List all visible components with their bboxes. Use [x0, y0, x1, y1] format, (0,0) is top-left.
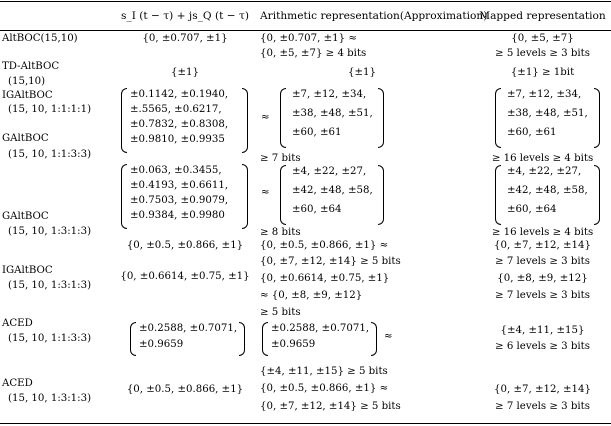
approx-symbol: ≈ [261, 187, 270, 198]
row-name: ACED [2, 378, 33, 389]
row-arith: ±60, ±64 [292, 204, 342, 215]
row-mapped: {0, ±7, ±12, ±14} [494, 384, 591, 395]
row-mapped: {0, ±8, ±9, ±12} [497, 273, 588, 284]
row-arith: {0, ±0.6614, ±0.75, ±1} [260, 273, 390, 284]
row-signal: {0, ±0.5, ±0.866, ±1} [126, 384, 244, 395]
approx-symbol: ≈ [261, 112, 270, 123]
row-signal: ±0.1142, ±0.1940, [130, 89, 229, 100]
row-mapped: {0, ±7, ±12, ±14} [494, 240, 591, 251]
row-arith: ±0.9659 [271, 339, 316, 350]
row-mapped: ±4, ±22, ±27, [507, 166, 582, 177]
row-mapped: ±7, ±12, ±34, [507, 89, 582, 100]
row-signal: {0, ±0.707, ±1} [142, 33, 228, 44]
row-subtitle: (15, 10, 1:3:1:3) [8, 226, 92, 237]
right-brace-icon [378, 88, 384, 148]
header-rule [0, 30, 611, 31]
right-brace-icon [594, 165, 600, 225]
bottom-rule [0, 423, 611, 424]
approx-symbol: ≈ [384, 331, 393, 342]
left-brace-icon [280, 165, 286, 225]
row-signal: ±0.7503, ±0.9079, [130, 195, 229, 206]
row-name: IGAltBOC [2, 90, 53, 101]
row-name: GAltBOC [2, 211, 49, 222]
row-subtitle: (15, 10, 1:3:1:3) [8, 280, 92, 291]
row-signal: {0, ±0.6614, ±0.75, ±1} [120, 271, 250, 282]
row-arith-bits: ≥ 8 bits [260, 227, 301, 238]
row-name: IGAltBOC [2, 265, 53, 276]
row-signal: ±0.2588, ±0.7071, [139, 323, 238, 334]
row-signal: ±0.063, ±0.3455, [130, 165, 222, 176]
left-brace-icon [495, 88, 501, 148]
row-arith: {0, ±5, ±7} ≥ 4 bits [260, 48, 367, 59]
row-mapped: ≥ 5 levels ≥ 3 bits [495, 48, 590, 59]
row-arith: ±38, ±48, ±51, [292, 108, 373, 119]
row-arith: {0, ±0.707, ±1} ≈ [260, 33, 357, 44]
row-arith: ≈ {0, ±8, ±9, ±12} [260, 290, 363, 301]
row-subtitle: (15,10) [8, 76, 46, 87]
right-brace-icon [371, 322, 377, 356]
row-arith: {0, ±0.5, ±0.866, ±1} ≈ [260, 240, 389, 251]
row-mapped: ≥ 6 levels ≥ 3 bits [495, 341, 590, 352]
row-signal: ±0.9810, ±0.9935 [130, 134, 225, 145]
row-arith: ≥ 5 bits [260, 307, 301, 318]
row-mapped: ≥ 7 levels ≥ 3 bits [495, 401, 590, 412]
row-mapped: {±4, ±11, ±15} [500, 325, 585, 336]
row-subtitle: (15, 10, 1:1:3:3) [8, 333, 92, 344]
left-brace-icon [130, 322, 136, 356]
row-arith: ±7, ±12, ±34, [292, 89, 367, 100]
row-arith: {0, ±7, ±12, ±14} ≥ 5 bits [260, 401, 401, 412]
row-signal: {0, ±0.5, ±0.866, ±1} [126, 240, 244, 251]
row-subtitle: (15, 10, 1:1:3:3) [8, 149, 92, 160]
row-mapped: ≥ 7 levels ≥ 3 bits [495, 256, 590, 267]
right-brace-icon [242, 164, 248, 229]
right-brace-icon [594, 88, 600, 148]
row-signal: ±.5565, ±0.6217, [130, 104, 222, 115]
row-arith: {0, ±0.5, ±0.866, ±1} ≈ [260, 383, 389, 394]
row-mapped: ±42, ±48, ±58, [507, 185, 588, 196]
top-rule [0, 1, 611, 2]
row-subtitle: (15, 10, 1:3:1:3) [8, 393, 92, 404]
row-name: AltBOC(15,10) [2, 33, 78, 44]
row-subtitle: (15, 10, 1:1:1:1) [8, 104, 92, 115]
row-arith: {±1} [348, 67, 376, 78]
right-brace-icon [242, 88, 248, 153]
row-name: ACED [2, 318, 33, 329]
row-signal: {±1} [171, 67, 199, 78]
row-arith: ±60, ±61 [292, 127, 342, 138]
row-mapped: ±38, ±48, ±51, [507, 108, 588, 119]
left-brace-icon [280, 88, 286, 148]
row-mapped: {±1} ≥ 1bit [510, 67, 575, 78]
row-mapped: ±60, ±64 [507, 204, 557, 215]
row-mapped-bits: ≥ 16 levels ≥ 4 bits [491, 153, 594, 164]
row-name: TD-AltBOC [2, 61, 60, 72]
header-signal: s_I (t − τ) + js_Q (t − τ) [121, 10, 249, 22]
left-brace-icon [262, 322, 268, 356]
row-arith: ±42, ±48, ±58, [292, 185, 373, 196]
row-mapped: ±60, ±61 [507, 127, 557, 138]
row-arith: {0, ±7, ±12, ±14} ≥ 5 bits [260, 256, 401, 267]
row-mapped: {0, ±5, ±7} [511, 33, 574, 44]
left-brace-icon [495, 165, 501, 225]
row-signal: ±0.4193, ±0.6611, [130, 180, 229, 191]
row-signal: ±0.9384, ±0.9980 [130, 210, 225, 221]
header-arithmetic: Arithmetic representation(Approximation) [260, 10, 488, 22]
row-arith-bits: {±4, ±11, ±15} ≥ 5 bits [260, 366, 388, 377]
row-signal: ±0.7832, ±0.8308, [130, 119, 229, 130]
row-signal: ±0.9659 [139, 339, 184, 350]
row-arith-bits: ≥ 7 bits [260, 153, 301, 164]
header-mapped: Mapped representation [479, 10, 606, 22]
row-arith: ±0.2588, ±0.7071, [271, 323, 370, 334]
row-mapped-bits: ≥ 16 levels ≥ 4 bits [491, 227, 594, 238]
row-arith: ±4, ±22, ±27, [292, 166, 367, 177]
row-name: GAltBOC [2, 133, 49, 144]
right-brace-icon [239, 322, 245, 356]
right-brace-icon [378, 165, 384, 225]
row-mapped: ≥ 7 levels ≥ 3 bits [495, 290, 590, 301]
